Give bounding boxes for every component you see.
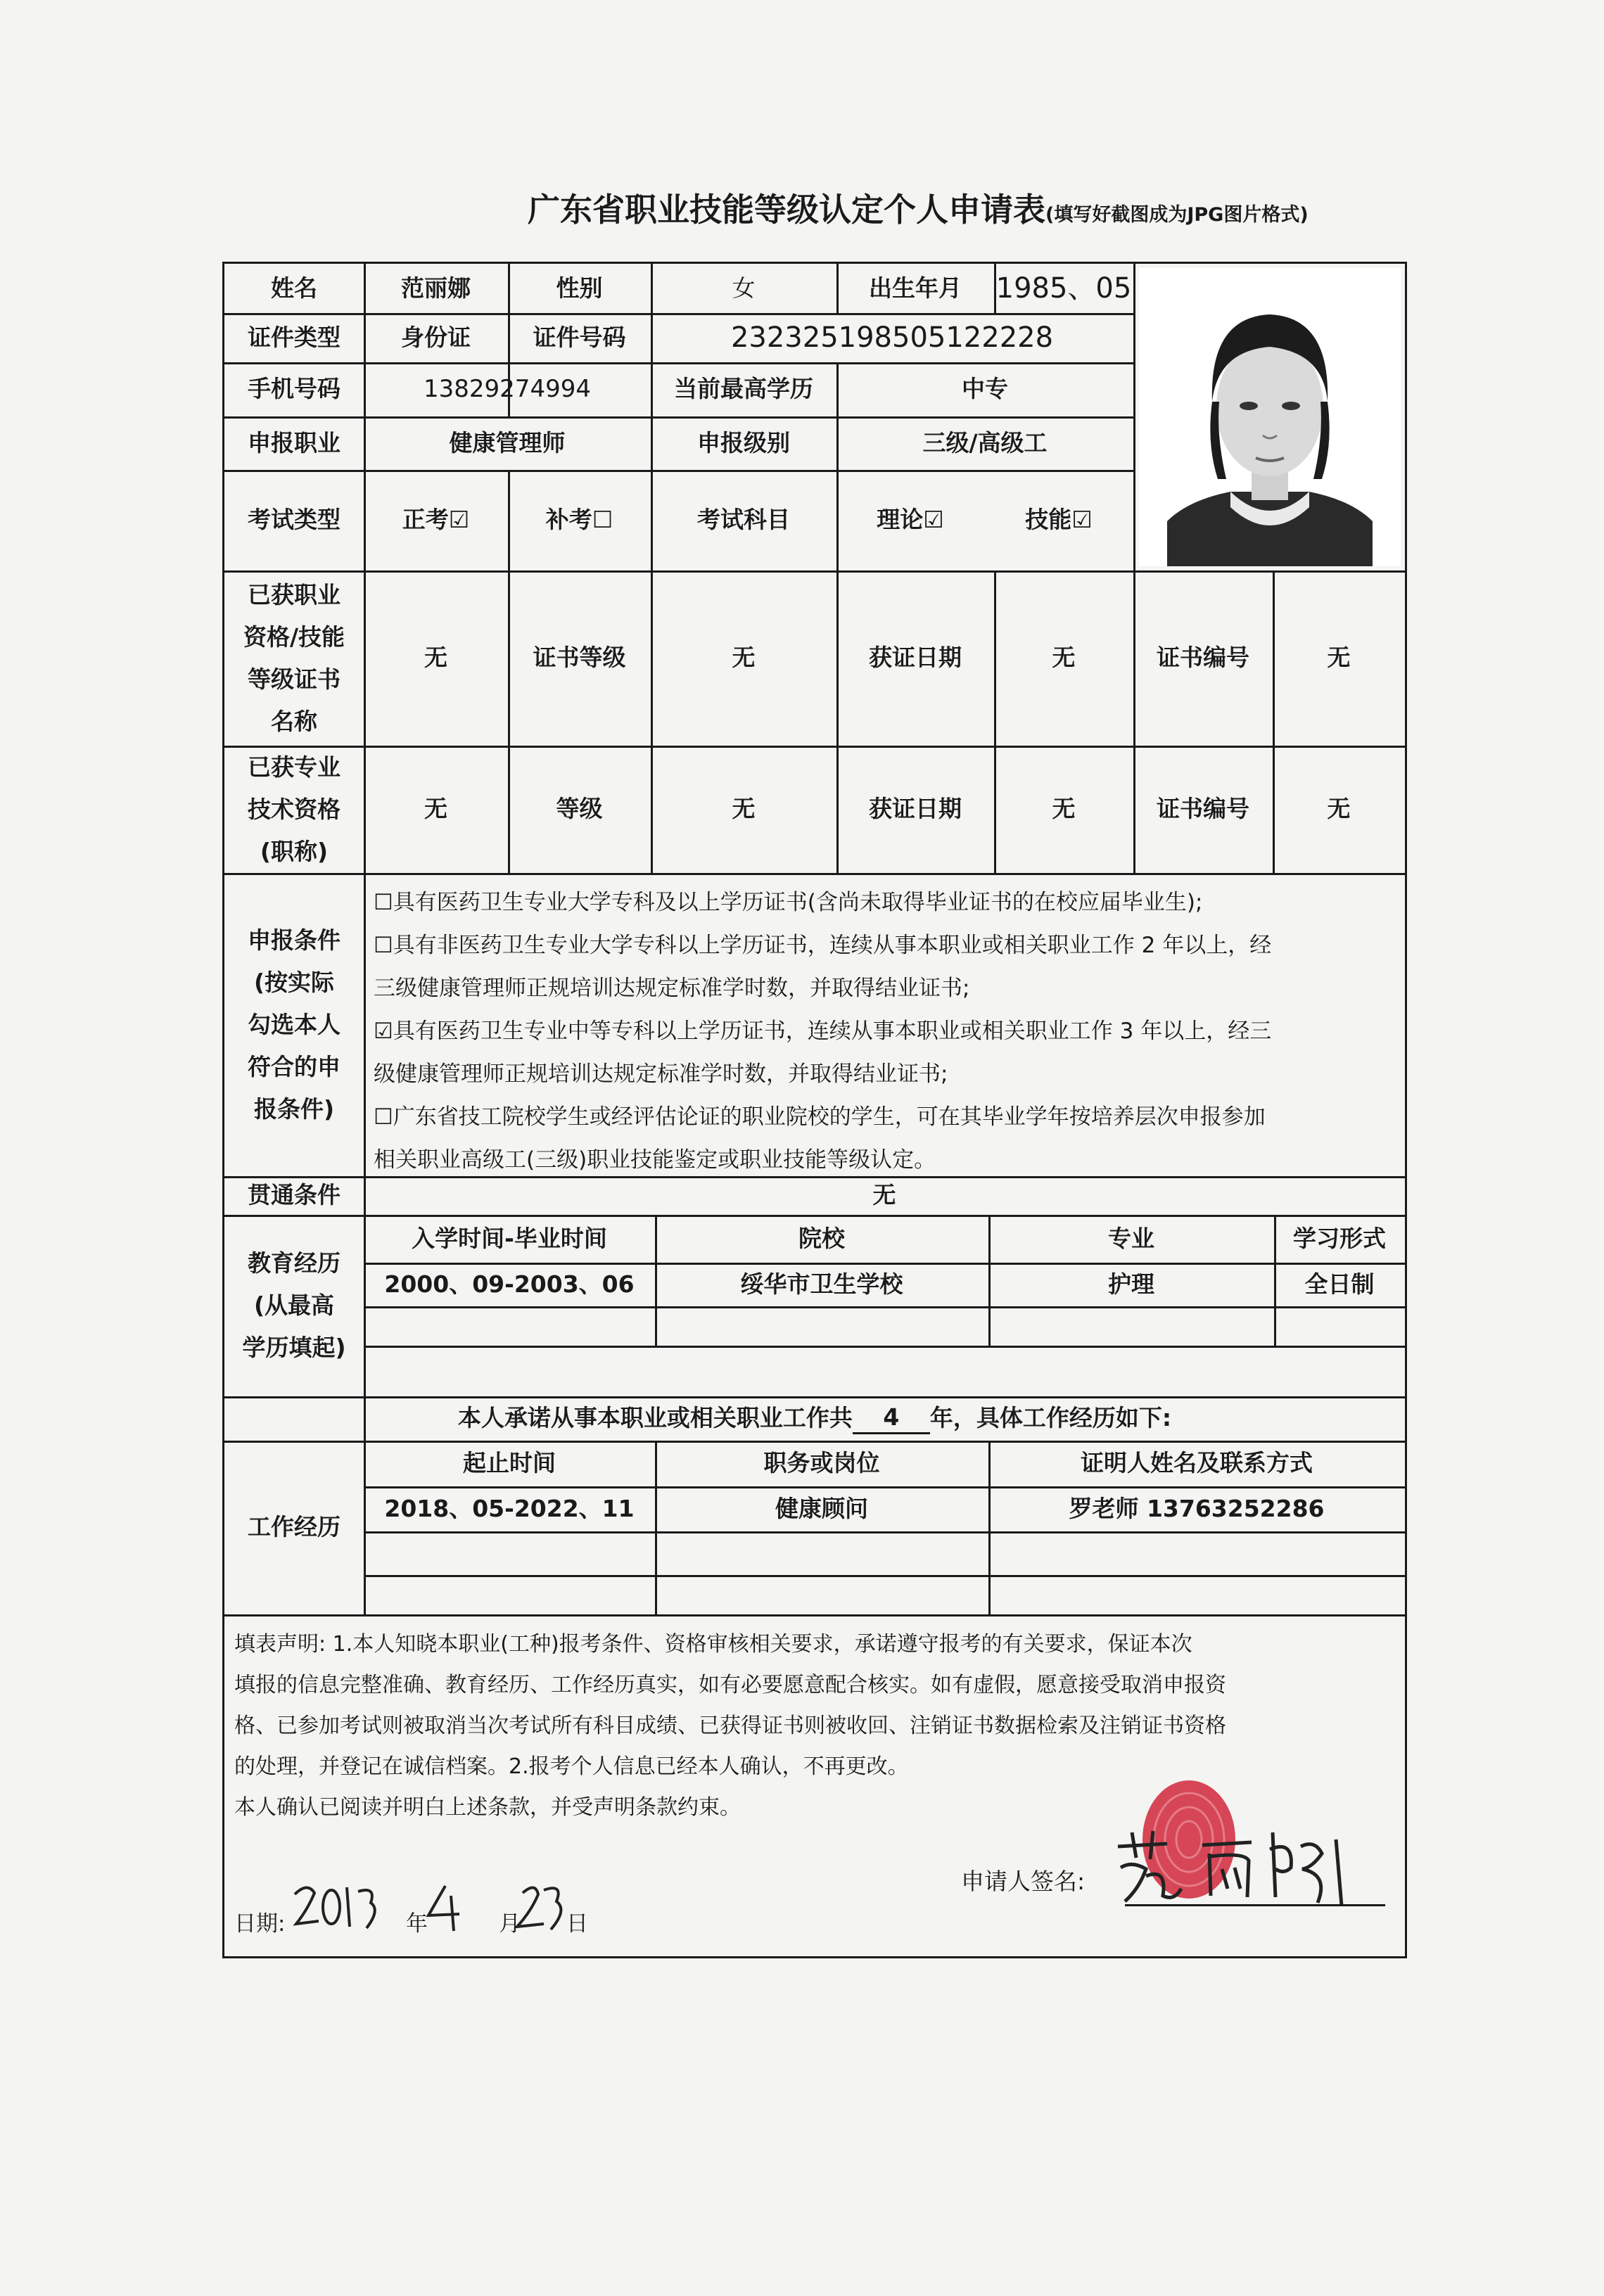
conditions-label-line: 报条件) [253, 1095, 335, 1123]
subject-theory-checkbox[interactable]: 理论☑ [877, 506, 944, 534]
grid-line [364, 1346, 1405, 1348]
education-header-school: 院校 [798, 1224, 845, 1252]
grid-line [364, 1575, 1405, 1577]
level-label: 申报级别 [697, 428, 790, 457]
gender-value: 女 [732, 274, 756, 302]
declaration-line: 的处理，并登记在诚信档案。2.报考个人信息已经本人确认，不再更改。 [234, 1754, 909, 1779]
through-label: 贯通条件 [248, 1181, 340, 1209]
education-history-label-line: 学历填起) [242, 1334, 346, 1361]
condition-option-2[interactable]: ☐具有非医药卫生专业大学专科以上学历证书，连续从事本职业或相关职业工作 2 年以上，经 [374, 933, 1272, 958]
title-qual-label-line: 技术资格 [248, 795, 340, 823]
title-qual-number-value: 无 [1327, 795, 1351, 823]
condition-text: 相关职业高级工(三级)职业技能鉴定或职业技能等级认定。 [374, 1147, 936, 1173]
qualification-grade-label: 证书等级 [533, 644, 626, 672]
declaration-line: 填表声明: 1.本人知晓本职业(工种)报考条件、资格审核相关要求，承诺遵守报考的有关要求，保证本次 [234, 1632, 1192, 1657]
title-qual-grade-label: 等级 [556, 795, 603, 823]
condition-option-1[interactable]: ☐具有医药卫生专业大学专科及以上学历证书(含尚未取得毕业证书的在校应届毕业生); [374, 890, 1203, 915]
work-years: 4 [853, 1403, 930, 1435]
condition-option-3[interactable]: ☑具有医药卫生专业中等专科以上学历证书，连续从事本职业或相关职业工作 3 年以上，经三 [374, 1019, 1272, 1044]
portrait-image [1139, 268, 1401, 566]
title-qual-label-line: 已获专业 [248, 753, 340, 781]
education-label: 当前最高学历 [674, 375, 813, 403]
education-header-major: 专业 [1108, 1224, 1154, 1252]
name-label: 姓名 [271, 274, 317, 302]
qualification-number-value: 无 [1327, 644, 1351, 672]
title-qual-number-label: 证书编号 [1157, 795, 1249, 823]
education-major-cell: 护理 [1108, 1270, 1154, 1298]
date-year-unit: 年 [406, 1911, 428, 1937]
birth-value: 1985、05 [995, 272, 1132, 305]
subject-skill-checkbox[interactable]: 技能☑ [1025, 506, 1093, 534]
qualification-name-value: 无 [424, 644, 447, 672]
exam-makeup-checkbox[interactable]: 补考☐ [545, 506, 613, 534]
level-value: 三级/高级工 [922, 428, 1048, 457]
conditions-label-line: 符合的申 [248, 1052, 340, 1080]
education-period-cell: 2000、09-2003、06 [384, 1270, 635, 1298]
gender-label: 性别 [556, 274, 603, 302]
work-header-period: 起止时间 [463, 1449, 556, 1477]
page-title [528, 184, 1442, 231]
education-history-label-line: (从最高 [253, 1292, 335, 1319]
qualification-number-label: 证书编号 [1157, 644, 1249, 672]
conditions-label-line: 勾选本人 [248, 1010, 340, 1038]
birth-label: 出生年月 [869, 274, 962, 302]
education-header-period: 入学时间-毕业时间 [412, 1224, 607, 1252]
exam-formal-checkbox[interactable]: 正考☑ [402, 506, 470, 534]
title-qual-label [224, 746, 364, 873]
date-day-unit: 日 [566, 1911, 588, 1937]
education-mode-cell: 全日制 [1304, 1270, 1375, 1298]
grid-line [224, 873, 1405, 875]
signature-line [1125, 1904, 1385, 1906]
declaration-line: 本人确认已阅读并明白上述条款，并受声明条款约束。 [234, 1795, 741, 1820]
form-title: 广东省职业技能等级认定个人申请表 [528, 191, 1045, 229]
title-qual-date-value: 无 [1052, 795, 1076, 823]
education-school-cell: 绥华市卫生学校 [740, 1270, 903, 1298]
declaration-line: 格、已参加考试则被取消当次考试所有科目成绩、已获得证书则被收回、注销证书数据检索及注销证书资格 [234, 1714, 1226, 1738]
condition-option-4[interactable]: ☐广东省技工院校学生或经评估论证的职业院校的学生，可在其毕业学年按培养层次申报参加 [374, 1104, 1266, 1130]
conditions-label-line: (按实际 [253, 968, 335, 996]
qualification-date-label: 获证日期 [869, 644, 962, 672]
occupation-label: 申报职业 [248, 428, 340, 457]
qualification-label-line: 等级证书 [248, 665, 340, 693]
work-header-referee: 证明人姓名及联系方式 [1081, 1449, 1313, 1477]
conditions-label-line: 申报条件 [248, 926, 340, 954]
work-period-cell: 2018、05-2022、11 [384, 1494, 635, 1522]
applicant-photo [1139, 268, 1401, 566]
qualification-label [224, 570, 364, 746]
exam-type-label: 考试类型 [248, 506, 340, 534]
qualification-label-line: 资格/技能 [243, 623, 345, 651]
work-position-cell: 健康顾问 [775, 1494, 868, 1522]
work-referee-cell: 罗老师 13763252286 [1069, 1494, 1325, 1522]
education-history-label [224, 1215, 364, 1396]
signature-label: 申请人签名: [960, 1867, 1086, 1895]
occupation-value: 健康管理师 [449, 428, 566, 457]
education-value: 中专 [962, 375, 1008, 403]
grid-line [364, 1306, 1405, 1308]
title-qual-date-label: 获证日期 [869, 795, 962, 823]
phone-value: 13829274994 [424, 375, 591, 404]
date-month-unit: 月 [499, 1911, 521, 1937]
title-qual-name-value: 无 [424, 795, 447, 823]
title-qual-grade-value: 无 [732, 795, 756, 823]
through-value: 无 [872, 1181, 896, 1209]
conditions-list [374, 881, 1401, 1182]
name-value: 范丽娜 [401, 274, 471, 302]
work-pledge-text: 本人承诺从事本职业或相关职业工作共 [457, 1404, 853, 1432]
condition-text: 三级健康管理师正规培训达规定标准学时数，并取得结业证书; [374, 976, 970, 1001]
handwritten-signature [1104, 1818, 1371, 1910]
grid-line [224, 1614, 1405, 1616]
phone-label: 手机号码 [248, 375, 340, 403]
form-title-note: (填写好截图成为JPG图片格式) [1045, 204, 1309, 226]
id-type-value: 身份证 [401, 323, 471, 351]
declaration-line: 填报的信息完整准确、教育经历、工作经历真实，如有必要愿意配合核实。如有虚假，愿意接受取消申报资 [234, 1673, 1226, 1697]
work-header-position: 职务或岗位 [763, 1449, 880, 1477]
id-type-label: 证件类型 [248, 323, 340, 351]
id-no-value: 232325198505122228 [730, 321, 1054, 354]
application-form [222, 262, 1407, 1958]
qualification-date-value: 无 [1052, 644, 1076, 672]
conditions-label [224, 873, 364, 1176]
qualification-grade-value: 无 [732, 644, 756, 672]
subject-label: 考试科目 [697, 506, 790, 534]
grid-line [364, 1531, 1405, 1533]
work-pledge-text-after: 年，具体工作经历如下: [929, 1404, 1172, 1432]
work-pledge [224, 1396, 1405, 1441]
work-history-label: 工作经历 [248, 1513, 340, 1541]
date-row [234, 1875, 656, 1938]
condition-text: 级健康管理师正规培训达规定标准学时数，并取得结业证书; [374, 1061, 948, 1087]
qualification-label-line: 名称 [271, 707, 317, 735]
qualification-label-line: 已获职业 [248, 580, 340, 608]
title-qual-label-line: (职称) [260, 837, 329, 865]
id-no-label: 证件号码 [533, 323, 626, 351]
education-history-label-line: 教育经历 [248, 1249, 340, 1277]
date-label: 日期: [234, 1911, 286, 1937]
education-header-mode: 学习形式 [1293, 1224, 1386, 1252]
